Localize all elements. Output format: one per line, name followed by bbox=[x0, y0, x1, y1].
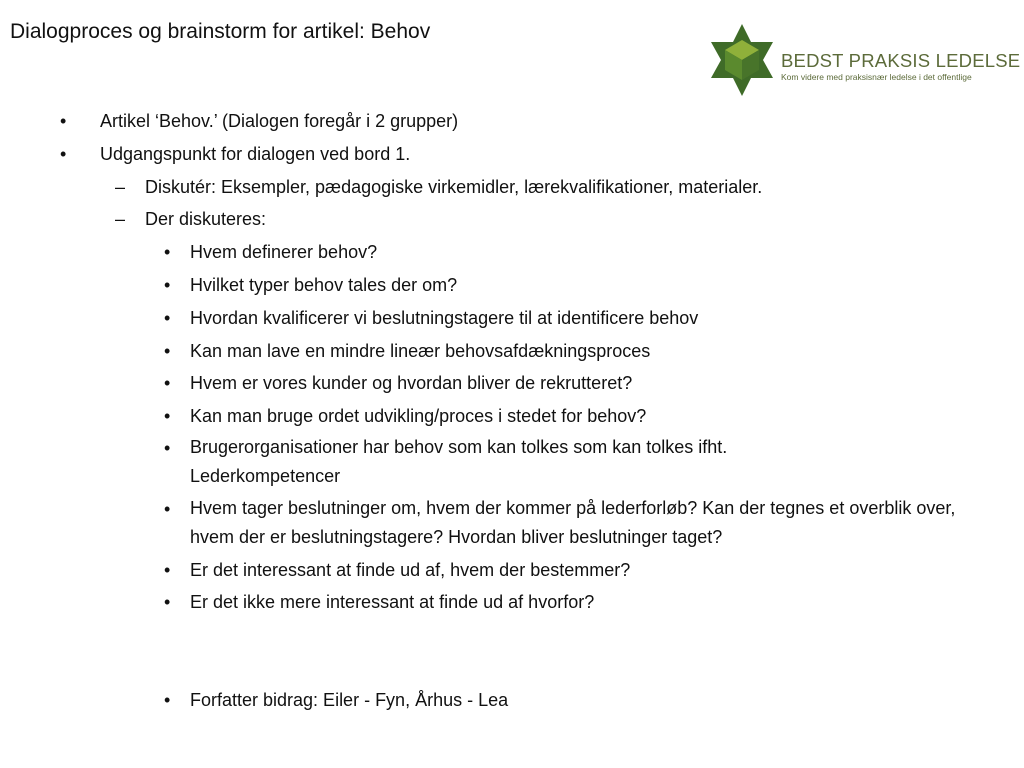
bullet-item: Hvilket typer behov tales der om? bbox=[190, 275, 458, 295]
bullet-item: Hvem tager beslutninger om, hvem der kommer på lederforløb? Kan der tegnes et overblik over, hvem der er beslutningstagere? Hvordan bliver beslutninger taget? bbox=[190, 498, 956, 547]
bullet-item: Er det ikke mere interessant at finde ud af hvorfor? bbox=[190, 592, 595, 612]
bullet-marker: • bbox=[164, 373, 171, 393]
bullet-item: Artikel ‘Behov.’ (Dialogen foregår i 2 grupper) bbox=[100, 111, 459, 131]
bullet-item: Udgangspunkt for dialogen ved bord 1. bbox=[100, 144, 411, 164]
bullet-marker: • bbox=[164, 341, 171, 361]
bullet-marker: • bbox=[164, 242, 171, 262]
bullet-marker: • bbox=[164, 499, 171, 519]
bullet-item: Hvem er vores kunder og hvordan bliver de rekrutteret? bbox=[190, 373, 633, 393]
logo-name: BEDST PRAKSIS LEDELSE bbox=[781, 50, 1021, 71]
bullet-item: Diskutér: Eksempler, pædagogiske virkemidler, lærekvalifikationer, materialer. bbox=[145, 177, 763, 197]
bullet-item: Er det interessant at finde ud af, hvem der bestemmer? bbox=[190, 560, 631, 580]
bullet-marker: • bbox=[60, 144, 67, 164]
bullet-marker: • bbox=[164, 275, 171, 295]
bullet-marker: • bbox=[164, 406, 171, 426]
bullet-marker: • bbox=[164, 592, 171, 612]
slide-title: Dialogproces og brainstorm for artikel: Behov bbox=[10, 20, 431, 43]
bullet-item: Hvem definerer behov? bbox=[190, 242, 378, 262]
bullet-marker: • bbox=[164, 690, 171, 710]
bullet-item: Brugerorganisationer har behov som kan tolkes som kan tolkes ifht. Lederkompetencer bbox=[190, 437, 728, 486]
dash-marker: – bbox=[115, 209, 126, 229]
bullet-item: Kan man lave en mindre lineær behovsafdækningsproces bbox=[190, 341, 651, 361]
bullet-item: Forfatter bidrag: Eiler - Fyn, Århus - Lea bbox=[190, 690, 509, 710]
bullet-marker: • bbox=[164, 438, 171, 458]
bullet-marker: • bbox=[164, 308, 171, 328]
bullet-marker: • bbox=[60, 111, 67, 131]
bullet-item: Hvordan kvalificerer vi beslutningstagere til at identificere behov bbox=[190, 308, 699, 328]
bullet-item: Kan man bruge ordet udvikling/proces i stedet for behov? bbox=[190, 406, 647, 426]
bullet-marker: • bbox=[164, 560, 171, 580]
logo-tagline: Kom videre med praksisnær ledelse i det offentlige bbox=[781, 72, 972, 82]
bullet-item: Der diskuteres: bbox=[145, 209, 267, 229]
dash-marker: – bbox=[115, 177, 126, 197]
